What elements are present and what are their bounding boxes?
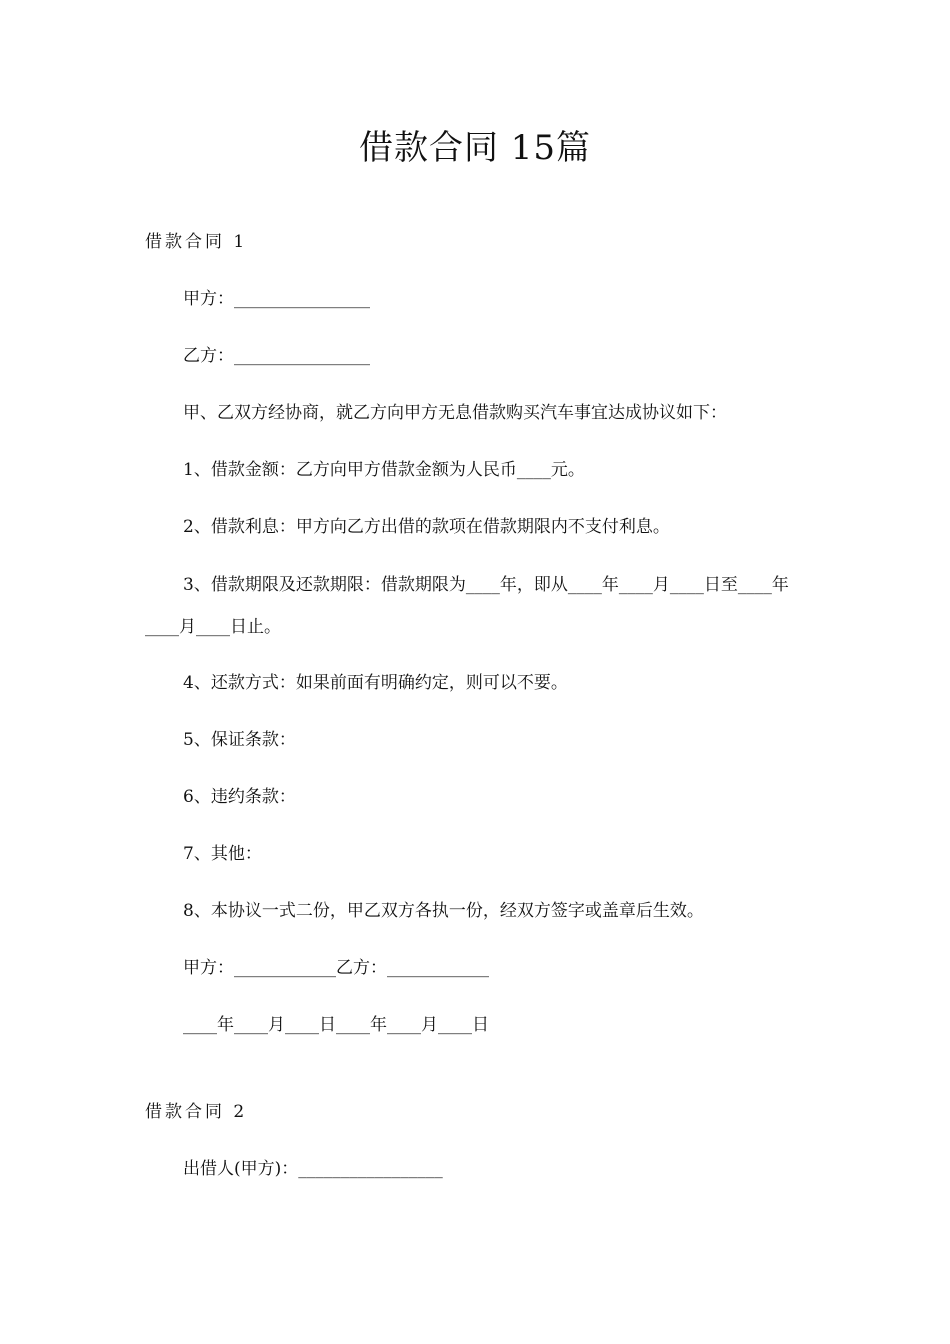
clause-1: 1、借款金额：乙方向甲方借款金额为人民币____元。 <box>183 460 585 480</box>
clause-3: 3、借款期限及还款期限：借款期限为____年，即从____年____月____日至____年____月____日止。 <box>145 575 789 637</box>
date-line: ____年____月____日____年____月____日 <box>183 1015 489 1035</box>
lender-line: 出借人(甲方)：_________________ <box>183 1159 443 1179</box>
clause-7: 7、其他： <box>183 844 262 864</box>
clause-8: 8、本协议一式二份，甲乙双方各执一份，经双方签字或盖章后生效。 <box>183 901 704 921</box>
section-heading-1: 借款合同 1 <box>145 232 248 252</box>
party-a-line: 甲方：________________ <box>183 289 370 309</box>
clause-2: 2、借款利息：甲方向乙方出借的款项在借款期限内不支付利息。 <box>183 517 670 537</box>
clause-6: 6、违约条款： <box>183 787 296 807</box>
clause-5: 5、保证条款： <box>183 730 296 750</box>
section-heading-2: 借款合同 2 <box>145 1102 248 1122</box>
intro-paragraph: 甲、乙双方经协商，就乙方向甲方无息借款购买汽车事宜达成协议如下： <box>183 403 727 423</box>
signature-line: 甲方：____________乙方：____________ <box>183 958 489 978</box>
document-title: 借款合同 15篇 <box>358 128 592 168</box>
clause-4: 4、还款方式：如果前面有明确约定，则可以不要。 <box>183 673 568 693</box>
party-b-line: 乙方：________________ <box>183 346 370 366</box>
